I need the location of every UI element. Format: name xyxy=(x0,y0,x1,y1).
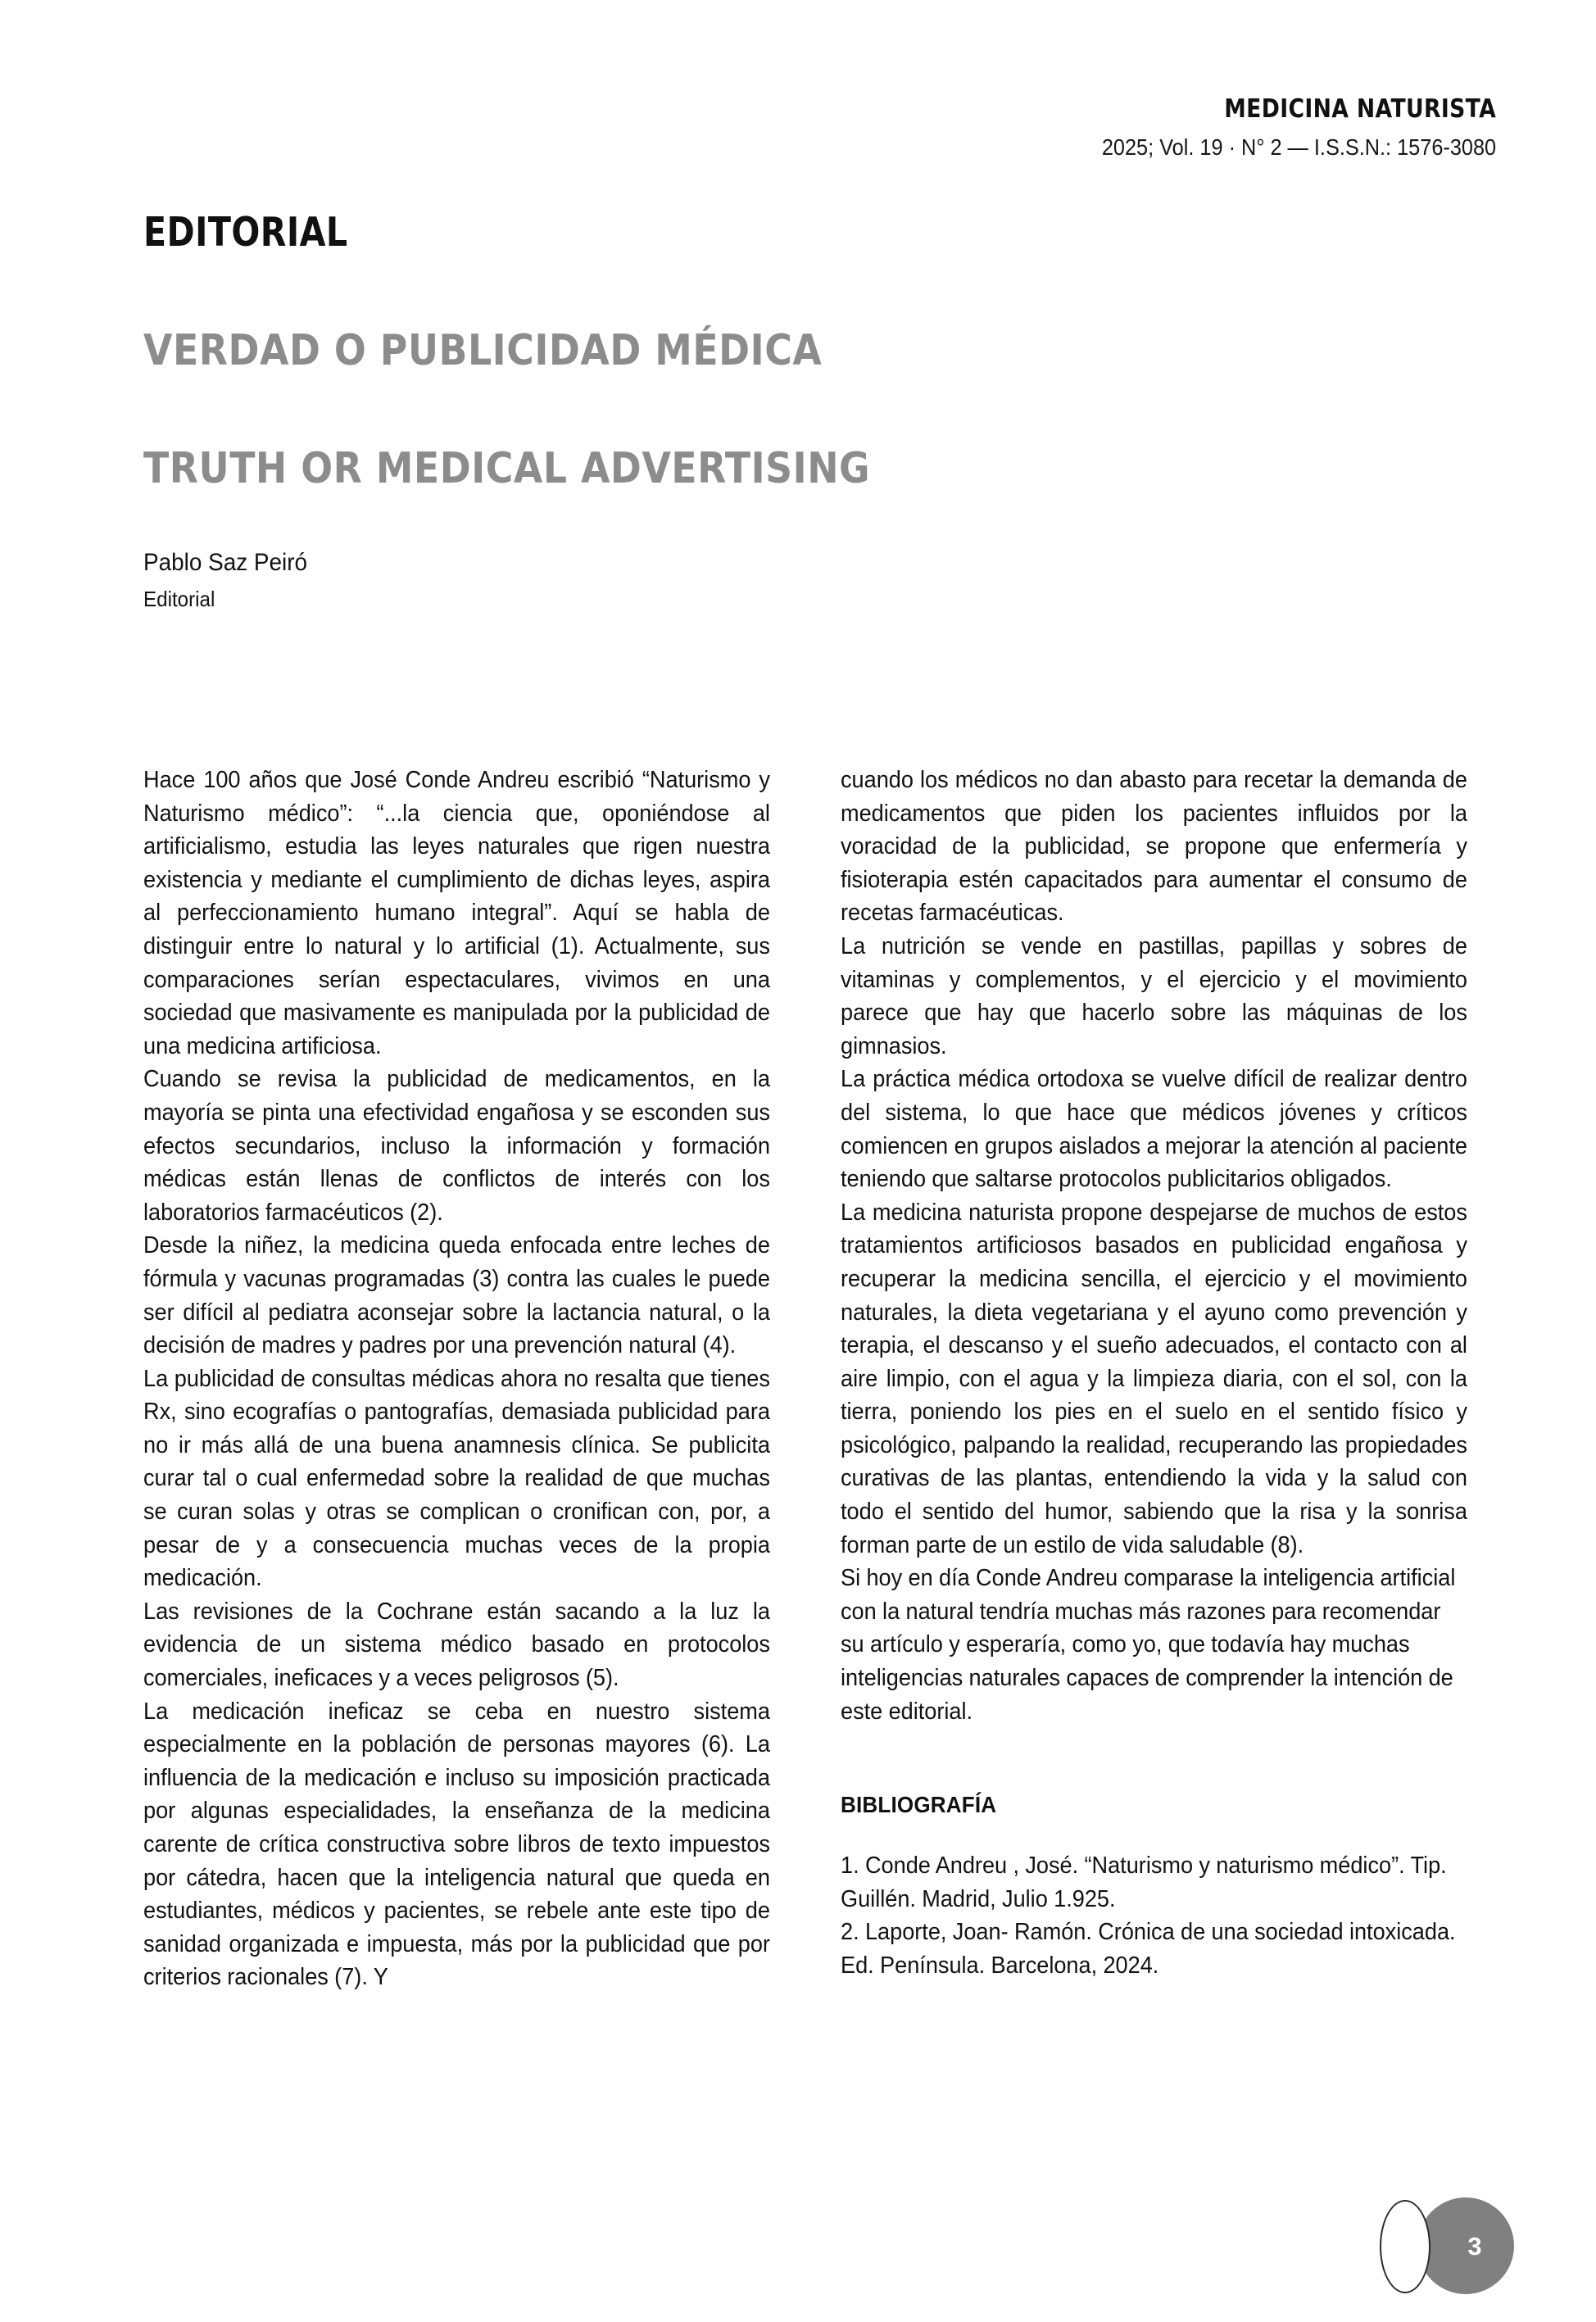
masthead xyxy=(1068,94,1496,160)
paragraph: La medicación ineficaz se ceba en nuestro sistema especialmente en la población de personas mayores (6). La influencia de la medicación e incluso su imposición practicada por algunas especialidades, la enseñanza de la medicina carente de crítica constructiva sobre libros de texto impuestos por cátedra, hacen que la inteligencia natural que queda en estudiantes, médicos y pacientes, se rebele ante este tipo de sanidad organizada e impuesta, más por la publicidad que por criterios racionales (7). Y xyxy=(143,1698,770,1991)
author-role: Editorial xyxy=(143,587,215,611)
author-name: Pablo Saz Peiró xyxy=(143,549,308,576)
paragraph: La nutrición se vende en pastillas, papillas y sobres de vitaminas y complementos, y el ejercicio y el movimiento parece que hay que hacerlo sobre las máquinas de los gimnasios. xyxy=(841,932,1467,1059)
paragraph: La medicina naturista propone despejarse de muchos de estos tratamientos artificiosos basados en publicidad engañosa y recuperar la medicina sencilla, el ejercicio y el movimiento naturales, la dieta vegetariana y el ayuno como prevención y terapia, el descanso y el sueño adecuados, el contacto con al aire limpio, con el agua y la limpieza diaria, con el sol, con la tierra, poniendo los pies en el suelo en el sentido físico y psicológico, palpando la realidad, recuperando las propiedades curativas de las plantas, entendiendo la vida y la salud con todo el sentido del humor, sabiendo que la risa y la sonrisa forman parte de un estilo de vida saludable (8). xyxy=(841,1199,1467,1558)
right-column xyxy=(841,764,1497,1994)
author-block xyxy=(143,551,320,610)
bibliography-entry: 1. Conde Andreu , José. “Naturismo y naturismo médico”. Tip. Guillén. Madrid, Julio 1.925. xyxy=(841,1853,1447,1912)
bibliography-entry: 2. Laporte, Joan- Ramón. Crónica de una sociedad intoxicada. Ed. Península. Barcelona, 2024. xyxy=(841,1919,1456,1979)
bibliography-list xyxy=(841,1849,1497,1982)
paragraph: Las revisiones de la Cochrane están sacando a la luz la evidencia de un sistema médico basado en protocolos comerciales, ineficaces y a veces peligrosos (5). xyxy=(143,1598,770,1692)
paragraph: Hace 100 años que José Conde Andreu escribió “Naturismo y Naturismo médico”: “...la ciencia que, oponiéndose al artificialismo, estudia las leyes naturales que rigen nuestra existencia y mediante el cumplimiento de dichas leyes, aspira al perfeccionamiento humano integral”. Aquí se habla de distinguir entre lo natural y lo artificial (1). Actualmente, sus comparaciones serían espectaculares, vivimos en una sociedad que masivamente es manipulada por la publicidad de una medicina artificiosa. xyxy=(143,767,770,1059)
paragraph: La práctica médica ortodoxa se vuelve difícil de realizar dentro del sistema, lo que hace que médicos jóvenes y críticos comiencen en grupos aislados a mejorar la atención al paciente teniendo que saltarse protocolos publicitarios obligados. xyxy=(841,1066,1467,1193)
paragraph: Desde la niñez, la medicina queda enfocada entre leches de fórmula y vacunas programadas (3) contra las cuales le puede ser difícil al pediatra aconsejar sobre la lactancia natural, o la decisión de madres y padres por una prevención natural (4). xyxy=(143,1232,770,1359)
page-title: VERDAD O PUBLICIDAD MÉDICA xyxy=(143,326,823,375)
paragraph: cuando los médicos no dan abasto para recetar la demanda de medicamentos que piden los pacientes influidos por la voracidad de la publicidad, se propone que enfermería y fisioterapia estén capacitados para aumentar el consumo de recetas farmacéuticas. xyxy=(841,767,1467,927)
journal-title: MEDICINA NATURISTA xyxy=(1224,94,1496,124)
body-columns xyxy=(143,764,1497,1994)
issue-line: 2025; Vol. 19 · N° 2 — I.S.S.N.: 1576-3080 xyxy=(1101,134,1496,160)
page-folio xyxy=(1380,2197,1524,2299)
folio-ellipse-shape xyxy=(1380,2200,1431,2293)
page-number: 3 xyxy=(1467,2232,1482,2261)
left-column xyxy=(143,764,800,1994)
page-title-english: TRUTH OR MEDICAL ADVERTISING xyxy=(143,444,871,493)
section-kicker: EDITORIAL xyxy=(143,209,348,256)
paragraph: Cuando se revisa la publicidad de medicamentos, en la mayoría se pinta una efectividad engañosa y se esconden sus efectos secundarios, incluso la información y formación médicas están llenas de conflictos de interés con los laboratorios farmacéuticos (2). xyxy=(143,1066,770,1226)
paragraph: La publicidad de consultas médicas ahora no resalta que tienes Rx, sino ecografías o pantografías, demasiada publicidad para no ir más allá de una buena anamnesis clínica. Se publicita curar tal o cual enfermedad sobre la realidad de que muchas se curan solas y otras se complican o cronifican con, por, a pesar de y a consecuencia muchas veces de la propia medicación. xyxy=(143,1365,770,1592)
bibliography-heading: BIBLIOGRAFÍA xyxy=(841,1792,997,1818)
paragraph: Si hoy en día Conde Andreu comparase la inteligencia artificial con la natural tendría muchas más razones para recomendar su artículo y esperaría, como yo, que todavía hay muchas inteligencias naturales capaces de comprender la intención de este editorial. xyxy=(841,1565,1456,1725)
